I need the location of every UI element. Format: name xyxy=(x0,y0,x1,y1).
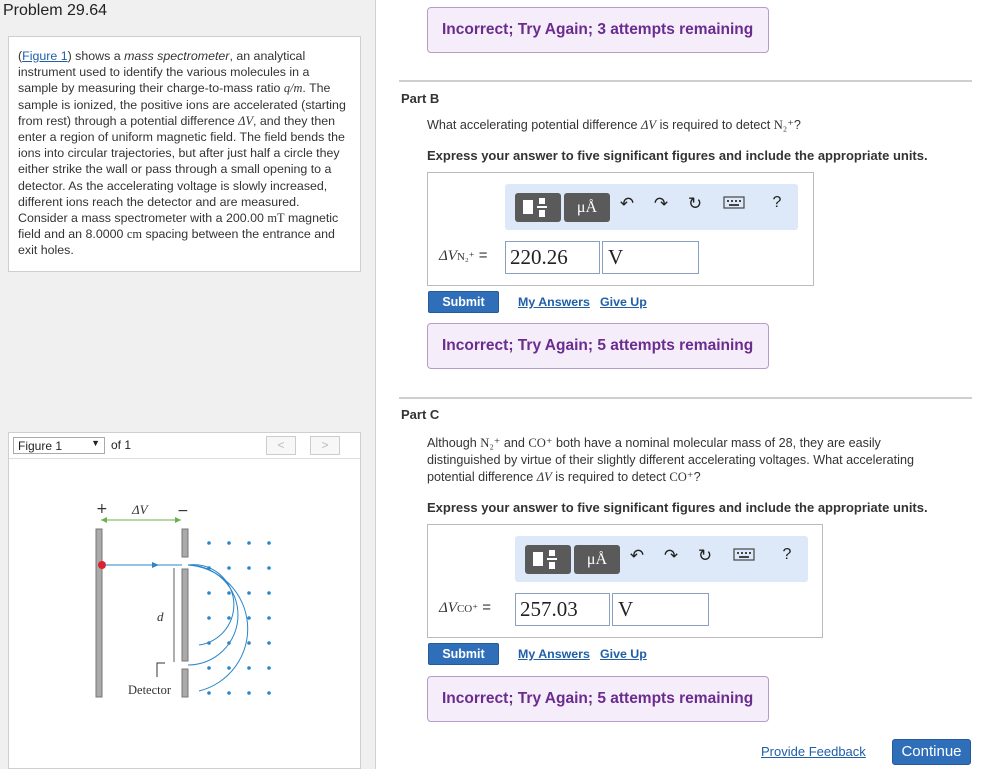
continue-button[interactable]: Continue xyxy=(892,739,971,765)
detector-bracket xyxy=(157,663,165,677)
divider xyxy=(399,397,972,399)
ion-source xyxy=(98,561,106,569)
delta-v-label: ΔV xyxy=(132,502,148,517)
figure-panel xyxy=(8,432,361,769)
template-icon[interactable] xyxy=(525,545,571,574)
part-c-my-answers-link[interactable]: My Answers xyxy=(518,647,590,661)
spacing-label: d xyxy=(157,609,164,624)
part-b-heading: Part B xyxy=(401,91,440,106)
part-b-answer-box xyxy=(427,172,814,286)
part-c-heading: Part C xyxy=(401,407,440,422)
redo-icon[interactable]: ↷ xyxy=(653,194,669,213)
prev-figure-button[interactable]: < xyxy=(266,436,296,455)
part-a-feedback-banner: Incorrect; Try Again; 3 attempts remaining xyxy=(427,7,769,53)
part-b-value-input[interactable]: 220.26 xyxy=(505,241,600,274)
part-b-math-toolbar xyxy=(505,184,798,230)
figure-select[interactable]: Figure 1 ▼ xyxy=(13,437,105,454)
provide-feedback-link[interactable]: Provide Feedback xyxy=(761,744,866,759)
problem-title: Problem 29.64 xyxy=(3,2,108,19)
part-c-submit-button[interactable]: Submit xyxy=(428,643,499,665)
divider xyxy=(399,80,972,82)
part-c-value-input[interactable]: 257.03 xyxy=(515,593,610,626)
figure-link[interactable]: Figure 1 xyxy=(22,49,68,63)
part-c-instruction: Express your answer to five significant figures and include the appropriate units. xyxy=(427,500,928,515)
problem-pane xyxy=(0,0,376,769)
redo-icon[interactable]: ↷ xyxy=(663,546,679,565)
template-icon[interactable] xyxy=(515,193,561,222)
part-b-submit-button[interactable]: Submit xyxy=(428,291,499,313)
reset-icon[interactable]: ↻ xyxy=(687,194,703,213)
part-b-equation-label: ΔVN₂⁺ = xyxy=(439,247,488,264)
mass-spectrometer-figure xyxy=(9,493,359,733)
reset-icon[interactable]: ↻ xyxy=(697,546,713,565)
part-c-unit-input[interactable]: V xyxy=(612,593,709,626)
part-c-question: Although N₂⁺ and CO⁺ both have a nominal molecular mass of 28, they are easily distinguished by virtue of their slightly different accelerating voltages. What accelerating potential difference ΔV is required to detect CO⁺? xyxy=(427,436,914,484)
part-c-answer-box xyxy=(427,524,823,638)
wall-top xyxy=(182,529,188,557)
left-plate xyxy=(96,529,102,697)
part-b-unit-input[interactable]: V xyxy=(602,241,699,274)
trajectory-main xyxy=(188,565,238,665)
help-icon[interactable]: ? xyxy=(782,546,792,563)
wall-bottom xyxy=(182,669,188,697)
help-icon[interactable]: ? xyxy=(772,194,782,211)
problem-intro: (Figure 1) shows a mass spectrometer, an analytical instrument used to identify the various molecules in a sample by measuring their charge-to-mass ratio q/m. The sample is ionized, the positive ions are accelerated (starting from rest) through a potential difference ΔV, and they then enter a region of uniform magnetic field. The field bends the ions into circular trajectories, but after just half a circle they either strike the wall or pass through a small opening to a detector. As the accelerating voltage is slowly increased, different ions reach the detector and are measured. Consider a mass spectrometer with a 200.00 mT magnetic field and an 8.0000 cm spacing between the entrance and exit holes. xyxy=(8,36,361,272)
part-c-math-toolbar xyxy=(515,536,808,582)
plus-label: + xyxy=(96,501,108,517)
trajectory-small xyxy=(188,565,234,645)
units-button[interactable]: μÅ xyxy=(564,193,610,222)
part-b-my-answers-link[interactable]: My Answers xyxy=(518,295,590,309)
detector-label: Detector xyxy=(128,683,172,697)
part-b-give-up-link[interactable]: Give Up xyxy=(600,295,647,309)
part-c-feedback-banner: Incorrect; Try Again; 5 attempts remaining xyxy=(427,676,769,722)
undo-icon[interactable]: ↶ xyxy=(629,546,645,565)
part-b-question: What accelerating potential difference ΔV is required to detect N₂⁺? xyxy=(427,118,801,132)
units-button[interactable]: μÅ xyxy=(574,545,620,574)
chevron-down-icon: ▼ xyxy=(91,438,100,448)
figure-count: of 1 xyxy=(111,438,132,452)
magnetic-field-dots xyxy=(207,541,271,695)
part-c-equation-label: ΔVCO⁺ = xyxy=(439,599,491,616)
figure-toolbar xyxy=(9,433,360,459)
keyboard-icon[interactable] xyxy=(720,194,748,214)
part-c-give-up-link[interactable]: Give Up xyxy=(600,647,647,661)
part-b-feedback-banner: Incorrect; Try Again; 5 attempts remaining xyxy=(427,323,769,369)
ion-path-arrow xyxy=(152,562,159,568)
trajectory-large xyxy=(188,565,248,691)
next-figure-button[interactable]: > xyxy=(310,436,340,455)
part-b-instruction: Express your answer to five significant figures and include the appropriate units. xyxy=(427,148,928,163)
undo-icon[interactable]: ↶ xyxy=(619,194,635,213)
keyboard-icon[interactable] xyxy=(730,546,758,566)
wall-middle xyxy=(182,569,188,661)
minus-label: − xyxy=(177,503,189,519)
